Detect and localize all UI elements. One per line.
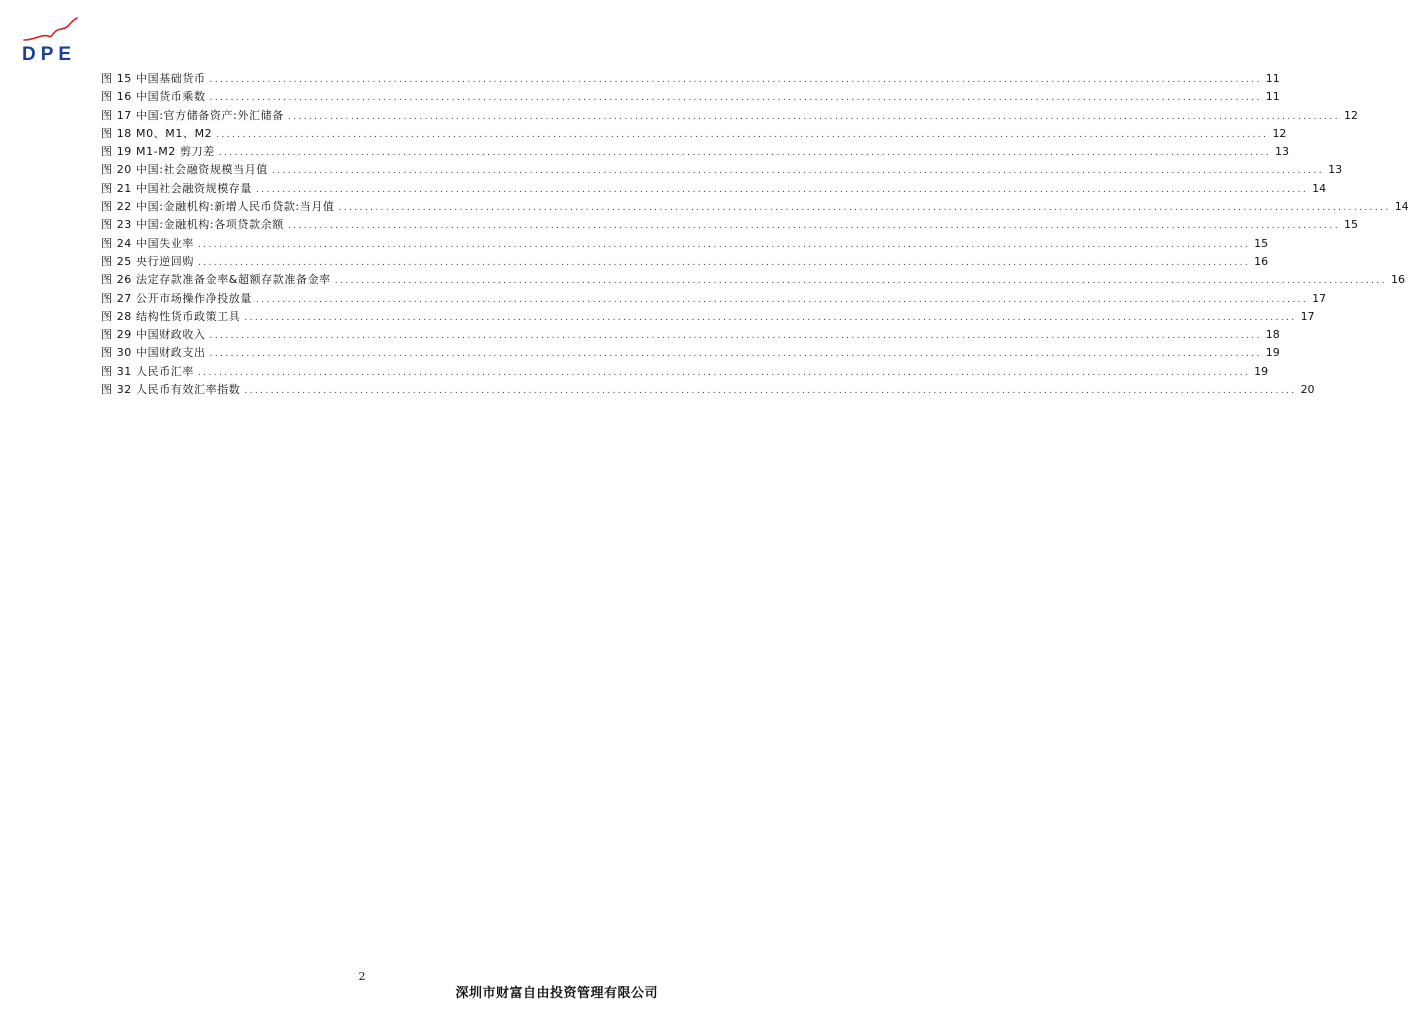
toc-entry-label: 图 24 中国失业率	[101, 236, 194, 250]
toc-entry[interactable]	[101, 235, 1269, 253]
logo-text: DPE	[22, 44, 77, 65]
toc-entry-page: 13	[1275, 145, 1290, 159]
toc-leader-dots: ........................................................................................................................................................................................................	[218, 148, 1272, 159]
toc-leader-dots: ........................................................................................................................................................................................................	[287, 111, 1340, 122]
toc-entry-label: 图 23 中国:金融机构:各项贷款余额	[101, 218, 284, 232]
company-logo	[22, 16, 84, 66]
toc-entry-page: 19	[1265, 346, 1280, 360]
toc-entry[interactable]	[101, 88, 1280, 106]
toc-entry-page: 11	[1265, 90, 1280, 104]
toc-entry-page: 17	[1312, 291, 1327, 305]
toc-entry-label: 图 27 公开市场操作净投放量	[101, 291, 252, 305]
toc-entry-page: 16	[1254, 254, 1269, 268]
toc-leader-dots: ........................................................................................................................................................................................................	[271, 166, 1325, 177]
toc-entry-page: 18	[1265, 328, 1280, 342]
toc-entry-label: 图 26 法定存款准备金率&超额存款准备金率	[101, 273, 331, 287]
toc-entry[interactable]	[101, 198, 1409, 216]
toc-entry-page: 19	[1254, 364, 1269, 378]
toc-leader-dots: ........................................................................................................................................................................................................	[209, 75, 1262, 85]
toc-entry-page: 16	[1390, 273, 1405, 287]
toc-entry-label: 图 20 中国:社会融资规模当月值	[101, 163, 268, 177]
toc-leader-dots: ........................................................................................................................................................................................................	[256, 184, 1309, 195]
toc-entry-page: 14	[1394, 200, 1409, 214]
toc-entry[interactable]	[101, 107, 1358, 125]
toc-leader-dots: ........................................................................................................................................................................................................	[334, 276, 1387, 287]
toc-entry-label: 图 28 结构性货币政策工具	[101, 309, 241, 323]
table-of-contents	[101, 70, 1409, 399]
toc-leader-dots: ........................................................................................................................................................................................................	[198, 257, 1251, 268]
toc-entry-label: 图 22 中国:金融机构:新增人民币贷款:当月值	[101, 200, 335, 214]
toc-leader-dots: ........................................................................................................................................................................................................	[338, 203, 1391, 214]
toc-entry-page: 15	[1254, 236, 1269, 250]
toc-entry-label: 图 15 中国基础货币	[101, 72, 206, 85]
toc-entry-page: 11	[1265, 72, 1280, 85]
toc-entry[interactable]	[101, 363, 1269, 381]
toc-entry[interactable]	[101, 326, 1280, 344]
toc-entry-label: 图 17 中国:官方储备资产:外汇储备	[101, 108, 284, 122]
toc-leader-dots: ........................................................................................................................................................................................................	[287, 221, 1340, 232]
toc-entry[interactable]	[101, 381, 1315, 399]
toc-entry[interactable]	[101, 308, 1315, 326]
toc-entry-label: 图 18 M0、M1、M2	[101, 126, 213, 140]
toc-entry[interactable]	[101, 143, 1290, 161]
company-name: 深圳市财富自由投资管理有限公司	[455, 986, 658, 1001]
toc-entry[interactable]	[101, 290, 1327, 308]
toc-leader-dots: ........................................................................................................................................................................................................	[244, 312, 1297, 323]
toc-entry-page: 12	[1343, 108, 1358, 122]
toc-entry-label: 图 29 中国财政收入	[101, 328, 206, 342]
toc-entry[interactable]	[101, 253, 1269, 271]
toc-entry-page: 13	[1328, 163, 1343, 177]
toc-entry-page: 14	[1312, 181, 1327, 195]
logo-swoosh-icon	[22, 16, 84, 46]
toc-leader-dots: ........................................................................................................................................................................................................	[216, 129, 1269, 140]
toc-entry-label: 图 32 人民币有效汇率指数	[101, 383, 241, 397]
toc-entry-page: 15	[1343, 218, 1358, 232]
toc-entry[interactable]	[101, 344, 1280, 362]
toc-entry-label: 图 16 中国货币乘数	[101, 90, 206, 104]
toc-entry-page: 20	[1300, 383, 1315, 397]
toc-leader-dots: ........................................................................................................................................................................................................	[198, 367, 1251, 378]
page-number: 2	[358, 970, 366, 983]
toc-entry-label: 图 31 人民币汇率	[101, 364, 194, 378]
toc-leader-dots: ........................................................................................................................................................................................................	[209, 349, 1262, 360]
toc-leader-dots: ........................................................................................................................................................................................................	[198, 239, 1251, 250]
toc-entry-label: 图 21 中国社会融资规模存量	[101, 181, 252, 195]
toc-entry-label: 图 25 央行逆回购	[101, 254, 194, 268]
toc-entry-label: 图 30 中国财政支出	[101, 346, 206, 360]
toc-entry-page: 12	[1272, 126, 1287, 140]
toc-entry[interactable]	[101, 70, 1280, 88]
toc-entry-label: 图 19 M1-M2 剪刀差	[101, 145, 215, 159]
toc-entry[interactable]	[101, 216, 1358, 234]
toc-entry[interactable]	[101, 125, 1287, 143]
toc-leader-dots: ........................................................................................................................................................................................................	[209, 331, 1262, 342]
toc-entry[interactable]	[101, 271, 1405, 289]
toc-entry[interactable]	[101, 161, 1343, 179]
toc-entry[interactable]	[101, 180, 1327, 198]
toc-leader-dots: ........................................................................................................................................................................................................	[256, 294, 1309, 305]
toc-leader-dots: ........................................................................................................................................................................................................	[244, 386, 1297, 397]
toc-leader-dots: ........................................................................................................................................................................................................	[209, 93, 1262, 104]
toc-entry-page: 17	[1300, 309, 1315, 323]
